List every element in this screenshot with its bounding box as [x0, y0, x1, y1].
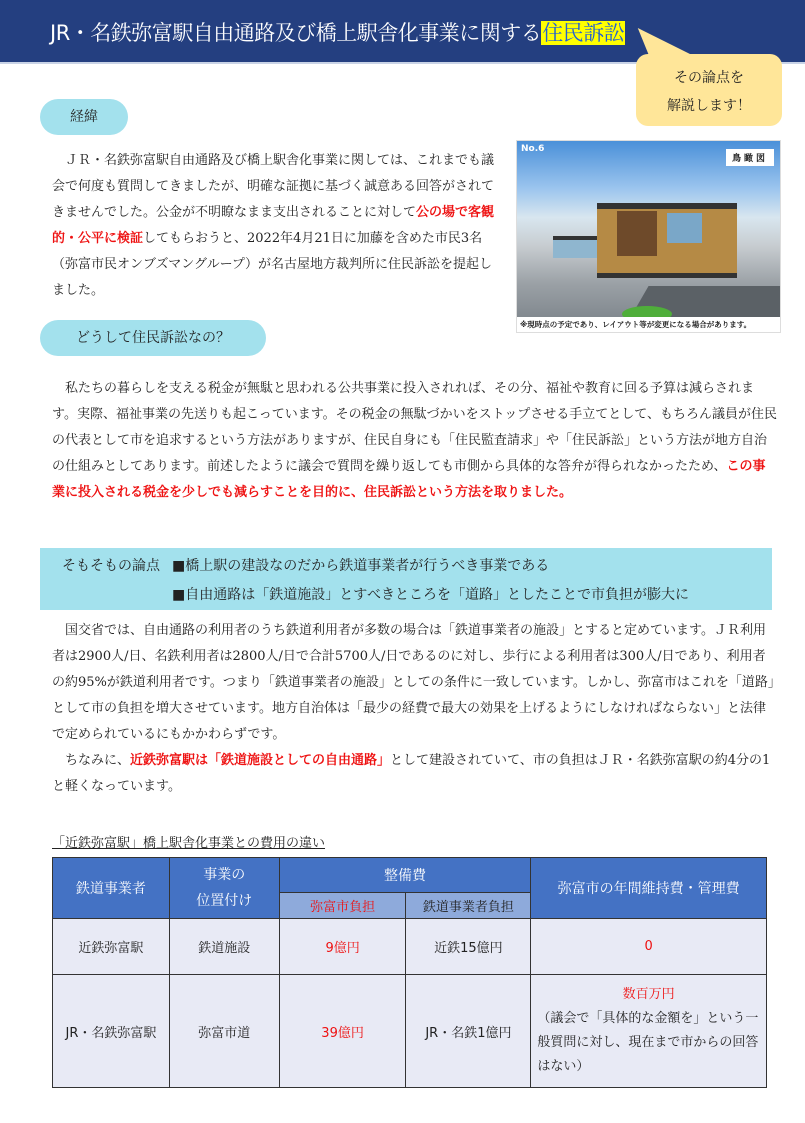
why-paragraph: [52, 376, 777, 506]
speech-bubble: [636, 54, 782, 126]
header-annual: 弥富市の年間維持費・管理費: [531, 858, 767, 919]
cell-city-burden: 9億円: [279, 919, 406, 975]
title-highlight: 住民訴訟: [542, 21, 625, 45]
section-pill-why: どうして住民訴訟なの？: [40, 320, 266, 356]
image-number: No.6: [521, 144, 545, 154]
header-city-burden: 弥富市負担: [279, 893, 406, 919]
station-rendering-image: [516, 140, 781, 333]
issues-lead: そもそもの論点: [62, 558, 160, 574]
cell-position: 鉄道施設: [169, 919, 279, 975]
section-pill-background: 経緯: [40, 99, 128, 135]
detail-text-a: 国交省では、自由通路の利用者のうち鉄道利用者が多数の場合は「鉄道事業者の施設」とすると定めています。ＪＲ利用者は2900人/日、名鉄利用者は2800人/日で合計5700人/日であるのに対し、歩行による利用者は300人/日であり、利用者の約95%が鉄道利用者です。つまり「鉄道事業者の施設」としての条件に一致しています。しかし、弥富市はこれを「道路」として市の負担を増大させています。地方自治体は「最少の経費で最大の効果を上げるようにしなければならない」と法律で定められているにもかかわらずです。: [52, 623, 775, 742]
cell-annual: [531, 975, 767, 1088]
why-text-a: 私たちの暮らしを支える税金が無駄と思われる公共事業に投入されれば、その分、福祉や教育に回る予算は減らされます。実際、福祉事業の先送りも起こっています。その税金の無駄づかいをストップさせる手立てとして、もちろん議員が住民の代表として市を追求するという方法がありますが、住民自身にも「住民監査請求」や「住民訴訟」という方法が地方自治の仕組みとしてあります。前述したように議会で質問を繰り返しても市側から具体的な答弁が得られなかったため、: [52, 381, 778, 474]
cost-comparison-table: [52, 857, 767, 1088]
header-position-line1: 事業の: [203, 867, 246, 883]
image-caption: ※現時点の予定であり、レイアウト等が変更になる場合があります。: [517, 317, 780, 332]
cell-city-burden: 39億円: [279, 975, 406, 1088]
background-text-emphasis: 公の場で客観的・公平に検証: [52, 205, 495, 246]
issues-banner: [40, 548, 772, 610]
cell-position: 弥富市道: [169, 975, 279, 1088]
cell-operator: 近鉄弥富駅: [53, 919, 170, 975]
issue-point-2: ■自由通路は「鉄道施設」とすべきところを「道路」としたことで市負担が膨大に: [172, 587, 689, 603]
header-maintenance-group: 整備費: [279, 858, 531, 893]
why-text-emphasis: この事業に投入される税金を少しでも減らすことを目的に、住民訴訟という方法を取りました。: [52, 459, 766, 500]
cell-operator-burden: JR・名鉄1億円: [406, 975, 531, 1088]
table-row: [53, 975, 767, 1088]
detail-paragraph: [52, 618, 777, 800]
header-position-line2: 位置付け: [196, 893, 253, 909]
table-title: 「近鉄弥富駅」橋上駅舎化事業との費用の違い: [52, 836, 326, 851]
issue-point-1: ■橋上駅の建設なのだから鉄道事業者が行うべき事業である: [172, 558, 550, 574]
header-operator-burden: 鉄道事業者負担: [406, 893, 531, 919]
cell-annual-value: 数百万円: [622, 987, 675, 1002]
header-operator: 鉄道事業者: [53, 858, 170, 919]
page-title: [50, 17, 625, 47]
background-text-a: ＪＲ・名鉄弥富駅自由通路及び橋上駅舎化事業に関しては、これまでも議会で何度も質問してきましたが、明確な証拠に基づく誠意ある回答がされてきませんでした。公金が不明瞭なまま支出されることに対して: [52, 153, 495, 220]
header-position: [169, 858, 279, 919]
detail-text-emphasis: 近鉄弥富駅は「鉄道施設としての自由通路」: [130, 753, 391, 768]
table-row: [53, 919, 767, 975]
image-building-panel: [617, 211, 657, 256]
background-paragraph: [52, 148, 497, 304]
cell-annual: 0: [531, 919, 767, 975]
bubble-line-2: 解説します！: [667, 98, 751, 114]
detail-text-c: として建設されていて、市の負担はＪＲ・名鉄弥富駅の約4分の1と軽くなっています。: [52, 753, 771, 794]
image-label: 鳥瞰図: [726, 149, 774, 166]
bubble-line-1: その論点を: [674, 70, 744, 86]
cell-annual-note: （議会で「具体的な金額を」という一般質問に対し、現在まで市からの回答はない）: [537, 1011, 759, 1074]
background-text-b: してもらおうと、2022年4月21日に加藤を含めた市民3名（弥富市民オンブズマングループ）が名古屋地方裁判所に住民訴訟を提起しました。: [52, 231, 493, 298]
cell-operator-burden: 近鉄15億円: [406, 919, 531, 975]
image-building-glass: [667, 213, 702, 243]
cell-operator: JR・名鉄弥富駅: [53, 975, 170, 1088]
title-main: JR・名鉄弥富駅自由通路及び橋上駅舎化事業に関する: [50, 21, 542, 45]
detail-text-b: ちなみに、: [52, 753, 131, 768]
